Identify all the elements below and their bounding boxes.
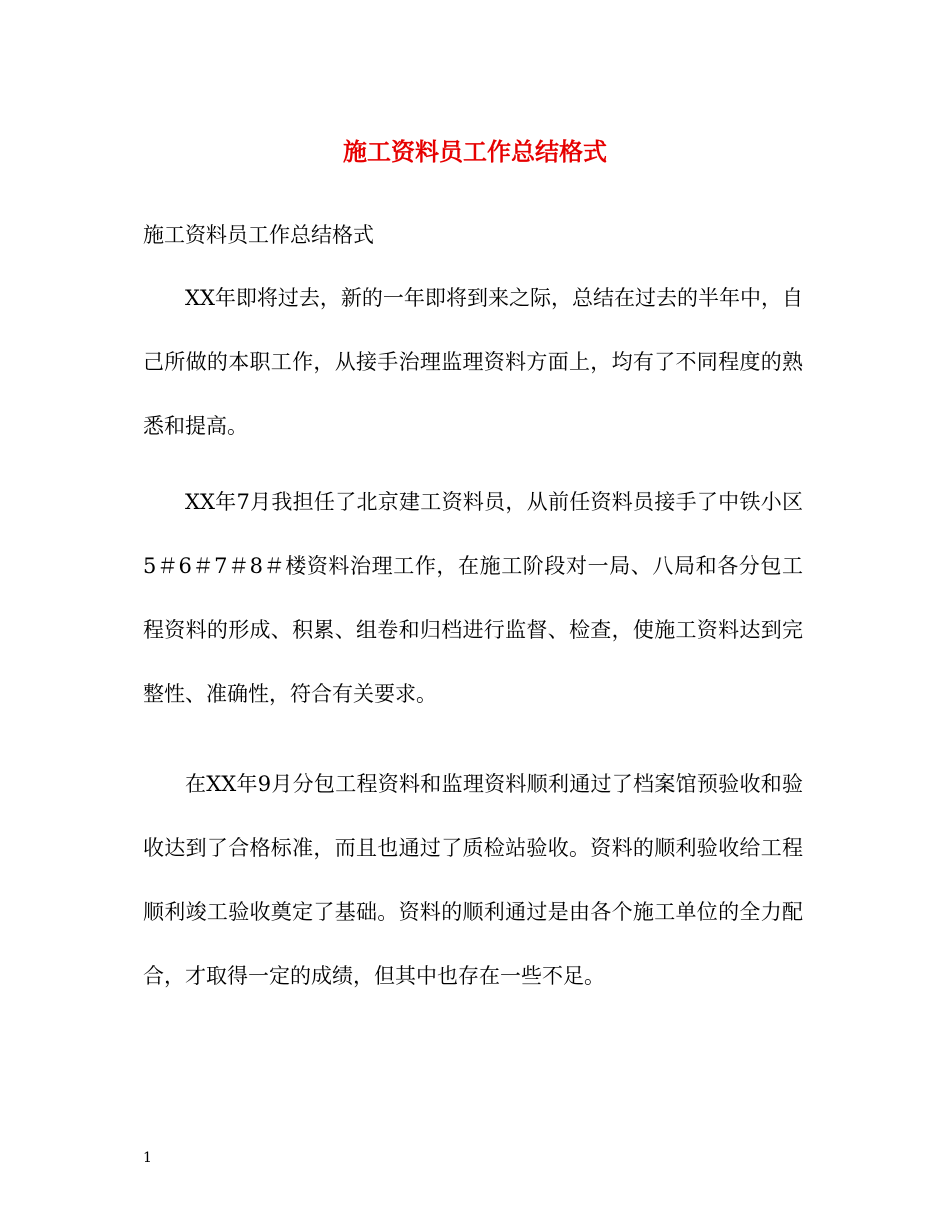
page-number: 1 — [143, 1150, 152, 1166]
document-subtitle: 施工资料员工作总结格式 — [143, 223, 374, 247]
document-title: 施工资料员工作总结格式 — [343, 137, 607, 166]
paragraph-2: XX年7月我担任了北京建工资料员，从前任资料员接手了中铁小区5＃6＃7＃8＃楼资料治理工作，在施工阶段对一局、八局和各分包工程资料的形成、积累、组卷和归档进行监督、检查，使施工资料达到完整性、准确性，符合有关要求。 — [143, 490, 803, 706]
paragraph-3: 在XX年9月分包工程资料和监理资料顺利通过了档案馆预验收和验收达到了合格标准，而且也通过了质检站验收。资料的顺利验收给工程顺利竣工验收奠定了基础。资料的顺利通过是由各个施工单位的全力配合，才取得一定的成绩，但其中也存在一些不足。 — [143, 772, 803, 988]
paragraph-1: XX年即将过去，新的一年即将到来之际，总结在过去的半年中，自己所做的本职工作，从接手治理监理资料方面上，均有了不同程度的熟悉和提高。 — [143, 286, 803, 438]
